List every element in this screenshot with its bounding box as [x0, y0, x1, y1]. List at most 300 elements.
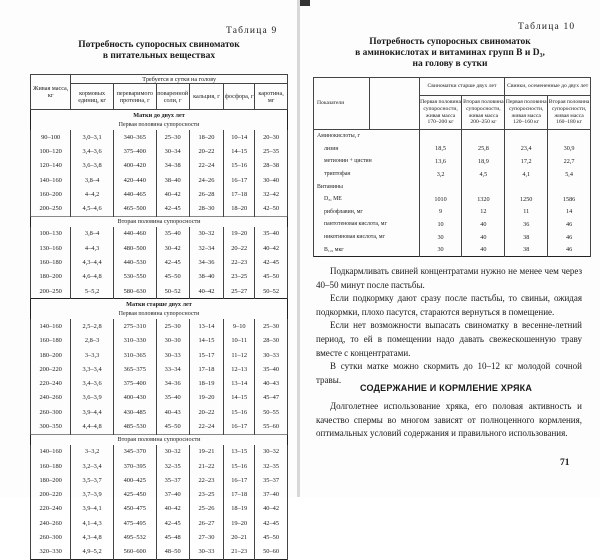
table-cell: 180–200 — [31, 473, 71, 487]
table-9-title-line2: в питательных веществах — [102, 51, 216, 61]
table-row — [314, 231, 591, 244]
table-cell: 15–16 — [224, 405, 255, 419]
table-9-title — [30, 40, 288, 62]
table-cell: 55–60 — [255, 419, 288, 434]
table-cell: 4,3–4,8 — [71, 530, 114, 544]
table-cell: 42–45 — [255, 255, 288, 269]
table-cell: 20–21 — [224, 530, 255, 544]
table-cell: 260–300 — [31, 530, 71, 544]
table-row — [31, 376, 288, 390]
table-row — [314, 218, 591, 231]
table-cell: 3,6–3,8 — [71, 159, 114, 173]
table-cell: 240–260 — [31, 391, 71, 405]
table-cell: 2,5–2,8 — [71, 319, 114, 333]
table-9-number: Таблица 9 — [226, 26, 278, 36]
table-cell: 1586 — [548, 193, 591, 206]
table-cell: 18–19 — [189, 376, 224, 390]
table-row — [314, 243, 591, 256]
table-cell: 5–5,2 — [71, 284, 114, 299]
table-cell: 40–43 — [255, 376, 288, 390]
table-cell: 45–50 — [156, 270, 189, 284]
table-cell: 12 — [462, 206, 505, 219]
table-cell — [462, 180, 505, 193]
table-cell: 32–42 — [255, 187, 288, 201]
table-cell: 25–30 — [156, 319, 189, 333]
table-row — [31, 516, 288, 530]
table-cell: 30,9 — [548, 143, 591, 156]
table-cell: 4–4,3 — [71, 241, 114, 255]
table-cell: 4,6–4,8 — [71, 270, 114, 284]
table-cell: 530–550 — [113, 270, 156, 284]
table-cell: 450–475 — [113, 502, 156, 516]
col-header-protein: переваримого протеина, г — [113, 84, 156, 110]
table-cell: 19–20 — [224, 227, 255, 241]
table-cell: 140–160 — [31, 445, 71, 459]
table-cell: 3,8–4 — [71, 173, 114, 187]
table-cell: 340–365 — [113, 130, 156, 144]
row-label: B₁₂, мкг — [314, 243, 420, 256]
paragraph-2: Если подкормку дают сразу после пастьбы, то свиньи, ожидая подкормки, плохо пасутся, стараются вернуться в помещение. — [316, 293, 582, 317]
table-row — [31, 227, 288, 241]
table-cell: 35–40 — [156, 391, 189, 405]
table-cell: 38–40 — [189, 270, 224, 284]
table-cell: 16–17 — [224, 419, 255, 434]
section-heading: СОДЕРЖАНИЕ И КОРМЛЕНИЕ ХРЯКА — [360, 383, 533, 393]
row-label: метионин + цистин — [314, 155, 420, 168]
table-cell: 18–19 — [224, 502, 255, 516]
table-row — [31, 405, 288, 419]
table-cell: 3,7–3,9 — [71, 488, 114, 502]
table-cell: 200–250 — [31, 201, 71, 216]
table-cell: 20–22 — [189, 144, 224, 158]
table-cell: 22–24 — [189, 419, 224, 434]
table-cell: 4,1 — [505, 168, 548, 181]
table-row — [31, 319, 288, 333]
subsection-title: Вторая половина супоросности — [31, 434, 288, 445]
table-row — [31, 173, 288, 187]
table-cell: 42–50 — [255, 201, 288, 216]
table-cell: 3,2–3,4 — [71, 459, 114, 473]
table-cell: 45–50 — [255, 530, 288, 544]
table-cell: 1010 — [419, 193, 462, 206]
section-paragraph: Долголетнее использование хряка, его половая активность и качество спермы во многом зависят от полноценного кормления, оптимальных условий содержания и правильного использования. — [316, 401, 582, 439]
scan-mark — [300, 0, 310, 6]
section-row — [31, 299, 288, 310]
col-header-feed-units: кормовых единиц, кг — [71, 84, 114, 110]
row-label: рибофлавин, мг — [314, 206, 420, 219]
table-cell: 140–160 — [31, 319, 71, 333]
table-cell: 15–16 — [224, 459, 255, 473]
table-cell: 440–465 — [113, 187, 156, 201]
table-cell: 10–14 — [224, 130, 255, 144]
table-cell: 13–14 — [224, 376, 255, 390]
subsection-title: Вторая половина супоросности — [31, 216, 288, 227]
table-cell: 4–4,2 — [71, 187, 114, 201]
table-cell: 3,5–3,7 — [71, 473, 114, 487]
table-cell: 400–430 — [113, 391, 156, 405]
table-cell: 5,4 — [548, 168, 591, 181]
body-text — [316, 265, 582, 387]
table-cell: 17–18 — [189, 362, 224, 376]
table-cell: 13–14 — [189, 319, 224, 333]
table-cell: 34–36 — [189, 255, 224, 269]
table-10-number: Таблица 10 — [518, 22, 576, 32]
table-cell: 12–13 — [224, 362, 255, 376]
table-cell: 42–45 — [156, 201, 189, 216]
row-label: лизин — [314, 143, 420, 156]
col-group-gilts: Свинки, осемененные до двух лет — [505, 78, 591, 96]
table-cell: 400–425 — [113, 473, 156, 487]
table-cell: 30–34 — [156, 144, 189, 158]
table-cell: 21–22 — [189, 459, 224, 473]
table-cell: 11 — [505, 206, 548, 219]
col-header-phosphorus: фосфора, г — [224, 84, 255, 110]
table-cell: 1320 — [462, 193, 505, 206]
table-cell: 310–365 — [113, 348, 156, 362]
table-cell: 22–24 — [189, 159, 224, 173]
table-cell: 35–37 — [255, 473, 288, 487]
table-cell: 42–45 — [156, 255, 189, 269]
table-row — [314, 143, 591, 156]
table-cell: 3,9–4,1 — [71, 502, 114, 516]
table-row — [31, 362, 288, 376]
table-cell: 4,9–5,2 — [71, 545, 114, 560]
col-header-blank — [369, 78, 419, 130]
table-cell: 30–33 — [189, 545, 224, 560]
table-cell: 23–25 — [189, 488, 224, 502]
table-cell: 240–260 — [31, 516, 71, 530]
table-cell: 28–38 — [255, 159, 288, 173]
section-title: Матки до двух лет — [31, 110, 288, 121]
table-cell: 14–15 — [189, 334, 224, 348]
table-cell: 18–20 — [189, 130, 224, 144]
table-cell: 40 — [462, 243, 505, 256]
table-cell: 220–240 — [31, 502, 71, 516]
table-cell: 33–34 — [156, 362, 189, 376]
table-cell: 19–20 — [189, 391, 224, 405]
table-cell: 38–40 — [156, 173, 189, 187]
table-cell: 25,8 — [462, 143, 505, 156]
table-cell: 4,5 — [462, 168, 505, 181]
table-cell: 36 — [505, 218, 548, 231]
table-cell: 2,8–3 — [71, 334, 114, 348]
table-row — [314, 155, 591, 168]
table-10-title-line3: на голову в сутки — [412, 59, 488, 69]
table-10-body — [314, 130, 591, 257]
table-cell: 180–200 — [31, 270, 71, 284]
table-cell: 180–200 — [31, 348, 71, 362]
row-label: триптофан — [314, 168, 420, 181]
table-cell: 425–450 — [113, 488, 156, 502]
subsection-row — [31, 120, 288, 130]
section-row — [31, 110, 288, 121]
table-row — [314, 180, 591, 193]
table-cell: 3,8–4 — [71, 227, 114, 241]
table-10-title — [310, 37, 590, 70]
row-label: D₃, МЕ — [314, 193, 420, 206]
paragraph-3: Если нет возможности выпасать свиноматку в весенне-летний период, то ей в помещении надо давать свежескошенную траву вместе с концентратами. — [316, 320, 582, 358]
page-number: 71 — [560, 458, 570, 468]
table-cell: 40–43 — [156, 405, 189, 419]
table-cell: 46 — [548, 243, 591, 256]
table-cell: 200–220 — [31, 362, 71, 376]
table-cell: 14–15 — [224, 144, 255, 158]
table-cell: 30–40 — [255, 173, 288, 187]
table-cell: 160–200 — [31, 187, 71, 201]
table-cell: 320–330 — [31, 545, 71, 560]
book-gutter — [297, 0, 300, 497]
table-cell: 35–40 — [255, 362, 288, 376]
table-cell: 40 — [462, 218, 505, 231]
row-label: никотиновая кислота, мг — [314, 231, 420, 244]
table-cell: 14 — [548, 206, 591, 219]
table-cell — [548, 180, 591, 193]
table-cell: 23–25 — [224, 270, 255, 284]
table-row — [31, 255, 288, 269]
table-cell — [419, 130, 462, 143]
table-cell: 480–500 — [113, 241, 156, 255]
table-cell: 30–33 — [156, 348, 189, 362]
table-cell: 20–30 — [255, 130, 288, 144]
col-header-indicator: Показатели — [314, 78, 370, 130]
table-cell: 345–370 — [113, 445, 156, 459]
table-cell: 23,4 — [505, 143, 548, 156]
table-cell: 300–350 — [31, 419, 71, 434]
table-cell: 4,3–4,4 — [71, 255, 114, 269]
table-cell: 100–130 — [31, 227, 71, 241]
table-cell: 22–23 — [224, 255, 255, 269]
col-header-salt: поваренной соли, г — [156, 84, 189, 110]
row-label: Аминокислоты, г — [314, 130, 420, 143]
row-label: Витамины — [314, 180, 420, 193]
table-cell: 25–30 — [156, 130, 189, 144]
table-cell: 50–55 — [255, 405, 288, 419]
table-row — [31, 130, 288, 144]
table-cell: 3,4–3,6 — [71, 144, 114, 158]
table-cell: 200–250 — [31, 284, 71, 299]
table-cell: 14–15 — [224, 391, 255, 405]
table-cell: 120–140 — [31, 159, 71, 173]
table-cell: 30–32 — [255, 445, 288, 459]
table-cell: 24–26 — [189, 173, 224, 187]
table-row — [31, 241, 288, 255]
table-cell: 38 — [505, 243, 548, 256]
table-cell: 4,5–4,6 — [71, 201, 114, 216]
table-row — [314, 168, 591, 181]
table-row — [314, 206, 591, 219]
table-cell: 220–240 — [31, 376, 71, 390]
table-cell: 19–20 — [224, 516, 255, 530]
table-cell: 26–27 — [189, 516, 224, 530]
table-cell: 485–530 — [113, 419, 156, 434]
table-cell: 40–42 — [189, 284, 224, 299]
table-cell: 25–30 — [255, 319, 288, 333]
table-row — [314, 130, 591, 143]
subsection-title: Первая половина супоросности — [118, 311, 200, 318]
table-cell: 365–375 — [113, 362, 156, 376]
table-cell: 440–460 — [113, 227, 156, 241]
table-cell: 140–160 — [31, 173, 71, 187]
table-row — [31, 459, 288, 473]
table-cell: 30–42 — [156, 241, 189, 255]
table-cell: 22–23 — [189, 473, 224, 487]
table-cell: 18,5 — [419, 143, 462, 156]
table-cell: 40–42 — [255, 502, 288, 516]
section-body — [316, 400, 582, 441]
table-cell: 15–16 — [224, 159, 255, 173]
table-cell: 50–60 — [255, 545, 288, 560]
table-cell: 3,9–4,4 — [71, 405, 114, 419]
table-cell: 3,0–3,1 — [71, 130, 114, 144]
table-9 — [30, 74, 288, 560]
table-cell: 32–35 — [255, 459, 288, 473]
table-row — [31, 284, 288, 299]
table-row — [31, 334, 288, 348]
table-row — [31, 488, 288, 502]
col-header-carotene: каротина, мг — [255, 84, 288, 110]
table-cell: 35–40 — [255, 227, 288, 241]
subsection-row — [31, 434, 288, 445]
table-cell: 16–17 — [224, 173, 255, 187]
col-header-4: Вторая половина супоросности, живая масса 160–180 кг — [548, 96, 591, 130]
col-header-2: Вторая половина супоросности, живая масса 200–250 кг — [462, 96, 505, 130]
table-cell: 25–26 — [189, 502, 224, 516]
table-10 — [313, 77, 591, 257]
table-cell: 40–42 — [156, 502, 189, 516]
table-row — [31, 159, 288, 173]
table-cell: 46 — [548, 231, 591, 244]
table-row — [31, 187, 288, 201]
table-cell: 18–20 — [224, 201, 255, 216]
table-cell — [419, 180, 462, 193]
table-cell: 42–45 — [156, 516, 189, 530]
table-cell: 35–37 — [156, 473, 189, 487]
table-cell: 21–23 — [224, 545, 255, 560]
table-cell: 30–32 — [189, 227, 224, 241]
table-cell: 200–220 — [31, 488, 71, 502]
table-cell: 34–36 — [156, 376, 189, 390]
table-row — [31, 419, 288, 434]
table-cell: 160–180 — [31, 255, 71, 269]
table-cell: 375–400 — [113, 376, 156, 390]
subsection-title: Первая половина супоросности — [118, 122, 200, 128]
table-cell: 40–42 — [255, 241, 288, 255]
col-header-mass: Живая масса, кг — [31, 75, 71, 110]
table-row — [31, 530, 288, 544]
table-cell: 440–530 — [113, 255, 156, 269]
table-cell: 34–38 — [156, 159, 189, 173]
table-cell: 4,4–4,8 — [71, 419, 114, 434]
table-cell: 40 — [462, 231, 505, 244]
table-cell: 25–35 — [255, 144, 288, 158]
table-cell: 17–18 — [224, 488, 255, 502]
table-cell: 580–630 — [113, 284, 156, 299]
table-cell: 310–330 — [113, 334, 156, 348]
subsection-row — [31, 216, 288, 227]
table-row — [31, 545, 288, 560]
table-cell: 475–495 — [113, 516, 156, 530]
table-cell: 50–52 — [255, 284, 288, 299]
table-cell: 40–42 — [156, 187, 189, 201]
table-cell: 19–21 — [189, 445, 224, 459]
table-cell: 10 — [419, 218, 462, 231]
table-cell — [505, 130, 548, 143]
table-cell: 37–40 — [156, 488, 189, 502]
table-row — [31, 391, 288, 405]
table-cell: 130–160 — [31, 241, 71, 255]
table-row — [31, 502, 288, 516]
table-cell: 46 — [548, 218, 591, 231]
table-cell: 45–50 — [255, 270, 288, 284]
table-cell: 420–440 — [113, 173, 156, 187]
table-cell: 48–50 — [156, 545, 189, 560]
row-label: пантотеновая кислота, мг — [314, 218, 420, 231]
table-cell: 160–180 — [31, 334, 71, 348]
table-cell: 375–400 — [113, 144, 156, 158]
table-9-body — [31, 110, 288, 560]
table-cell: 20–22 — [189, 405, 224, 419]
table-row — [314, 193, 591, 206]
table-cell: 13–15 — [224, 445, 255, 459]
table-cell: 45–47 — [255, 391, 288, 405]
table-cell: 3,4–3,6 — [71, 376, 114, 390]
table-cell — [462, 130, 505, 143]
table-cell: 370–395 — [113, 459, 156, 473]
table-cell: 45–48 — [156, 530, 189, 544]
table-cell: 27–30 — [189, 530, 224, 544]
table-cell: 50–52 — [156, 284, 189, 299]
table-cell: 10–11 — [224, 334, 255, 348]
table-cell: 42–45 — [255, 516, 288, 530]
table-cell: 32–35 — [156, 459, 189, 473]
table-cell: 3,2 — [419, 168, 462, 181]
table-cell: 160–180 — [31, 459, 71, 473]
table-9-title-line1: Потребность супоросных свиноматок — [78, 40, 240, 50]
table-cell: 3–3,2 — [71, 445, 114, 459]
table-cell: 465–500 — [113, 201, 156, 216]
table-cell: 560–600 — [113, 545, 156, 560]
table-cell: 30–30 — [156, 334, 189, 348]
table-cell: 9–10 — [224, 319, 255, 333]
col-header-1: Первая половина супоросности, живая масса 170–200 кг — [419, 96, 462, 130]
col-group-header: Требуется в сутки на голову — [71, 75, 288, 84]
table-cell: 260–300 — [31, 405, 71, 419]
table-cell: 3,3–3,4 — [71, 362, 114, 376]
table-cell: 3,6–3,9 — [71, 391, 114, 405]
table-cell: 15–17 — [189, 348, 224, 362]
table-cell: 13,6 — [419, 155, 462, 168]
table-cell: 28–30 — [189, 201, 224, 216]
table-cell: 20–22 — [224, 241, 255, 255]
table-cell: 25–27 — [224, 284, 255, 299]
table-cell — [548, 130, 591, 143]
table-cell: 28–30 — [255, 334, 288, 348]
table-cell: 30 — [419, 243, 462, 256]
table-cell: 32–34 — [189, 241, 224, 255]
table-row — [31, 201, 288, 216]
table-row — [31, 144, 288, 158]
col-header-calcium: кальция, г — [189, 84, 224, 110]
table-cell: 38 — [505, 231, 548, 244]
table-10-title-line2: в аминокислотах и витаминах групп B и D₃, — [355, 48, 545, 58]
paragraph-4: В сутки матке можно скормить до 10–12 кг молодой сочной травы. — [316, 361, 582, 385]
table-cell: 3–3,3 — [71, 348, 114, 362]
table-cell: 100–120 — [31, 144, 71, 158]
table-cell: 90–100 — [31, 130, 71, 144]
table-10-title-line1: Потребность супоросных свиноматок — [369, 37, 531, 47]
table-cell: 1250 — [505, 193, 548, 206]
table-cell: 400–420 — [113, 159, 156, 173]
